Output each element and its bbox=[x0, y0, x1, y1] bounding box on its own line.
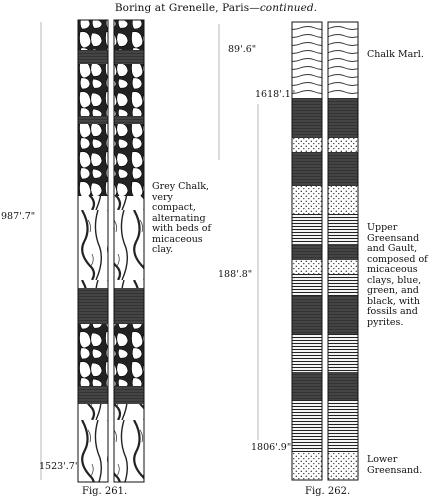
fig-262-lower-greensand-label: Lower Greensand. bbox=[367, 454, 423, 476]
page-title: Boring at Grenelle, Paris—continued. bbox=[114, 2, 318, 14]
fig-261-description: Grey Chalk, very compact, alternating with beds of micaceous clay. bbox=[152, 181, 212, 255]
fig-262-top-depth: 89'.6" bbox=[228, 44, 257, 55]
fig-262-middle-depth: 188'.8" bbox=[218, 269, 253, 280]
title-main: Boring at Grenelle, Paris bbox=[114, 2, 250, 14]
fig-262-upper-greensand-label: Upper Greensand and Gault, composed of micaceous clays, blue, green, and black, with fossils and pyrites. bbox=[367, 222, 428, 328]
fig-261-caption: Fig. 261. bbox=[82, 486, 128, 497]
fig-262-caption: Fig. 262. bbox=[305, 486, 351, 497]
fig-262-depth-1806: 1806'.9" bbox=[251, 442, 292, 453]
fig-262-chalk-marl-label: Chalk Marl. bbox=[367, 49, 424, 60]
fig-261-bottom-depth: 1523'.7" bbox=[39, 461, 80, 472]
fig-261-depth-label: 987'.7" bbox=[1, 211, 36, 222]
title-continued: continued. bbox=[259, 2, 318, 14]
fig-262-depth-1618: 1618'.1" bbox=[255, 89, 296, 100]
